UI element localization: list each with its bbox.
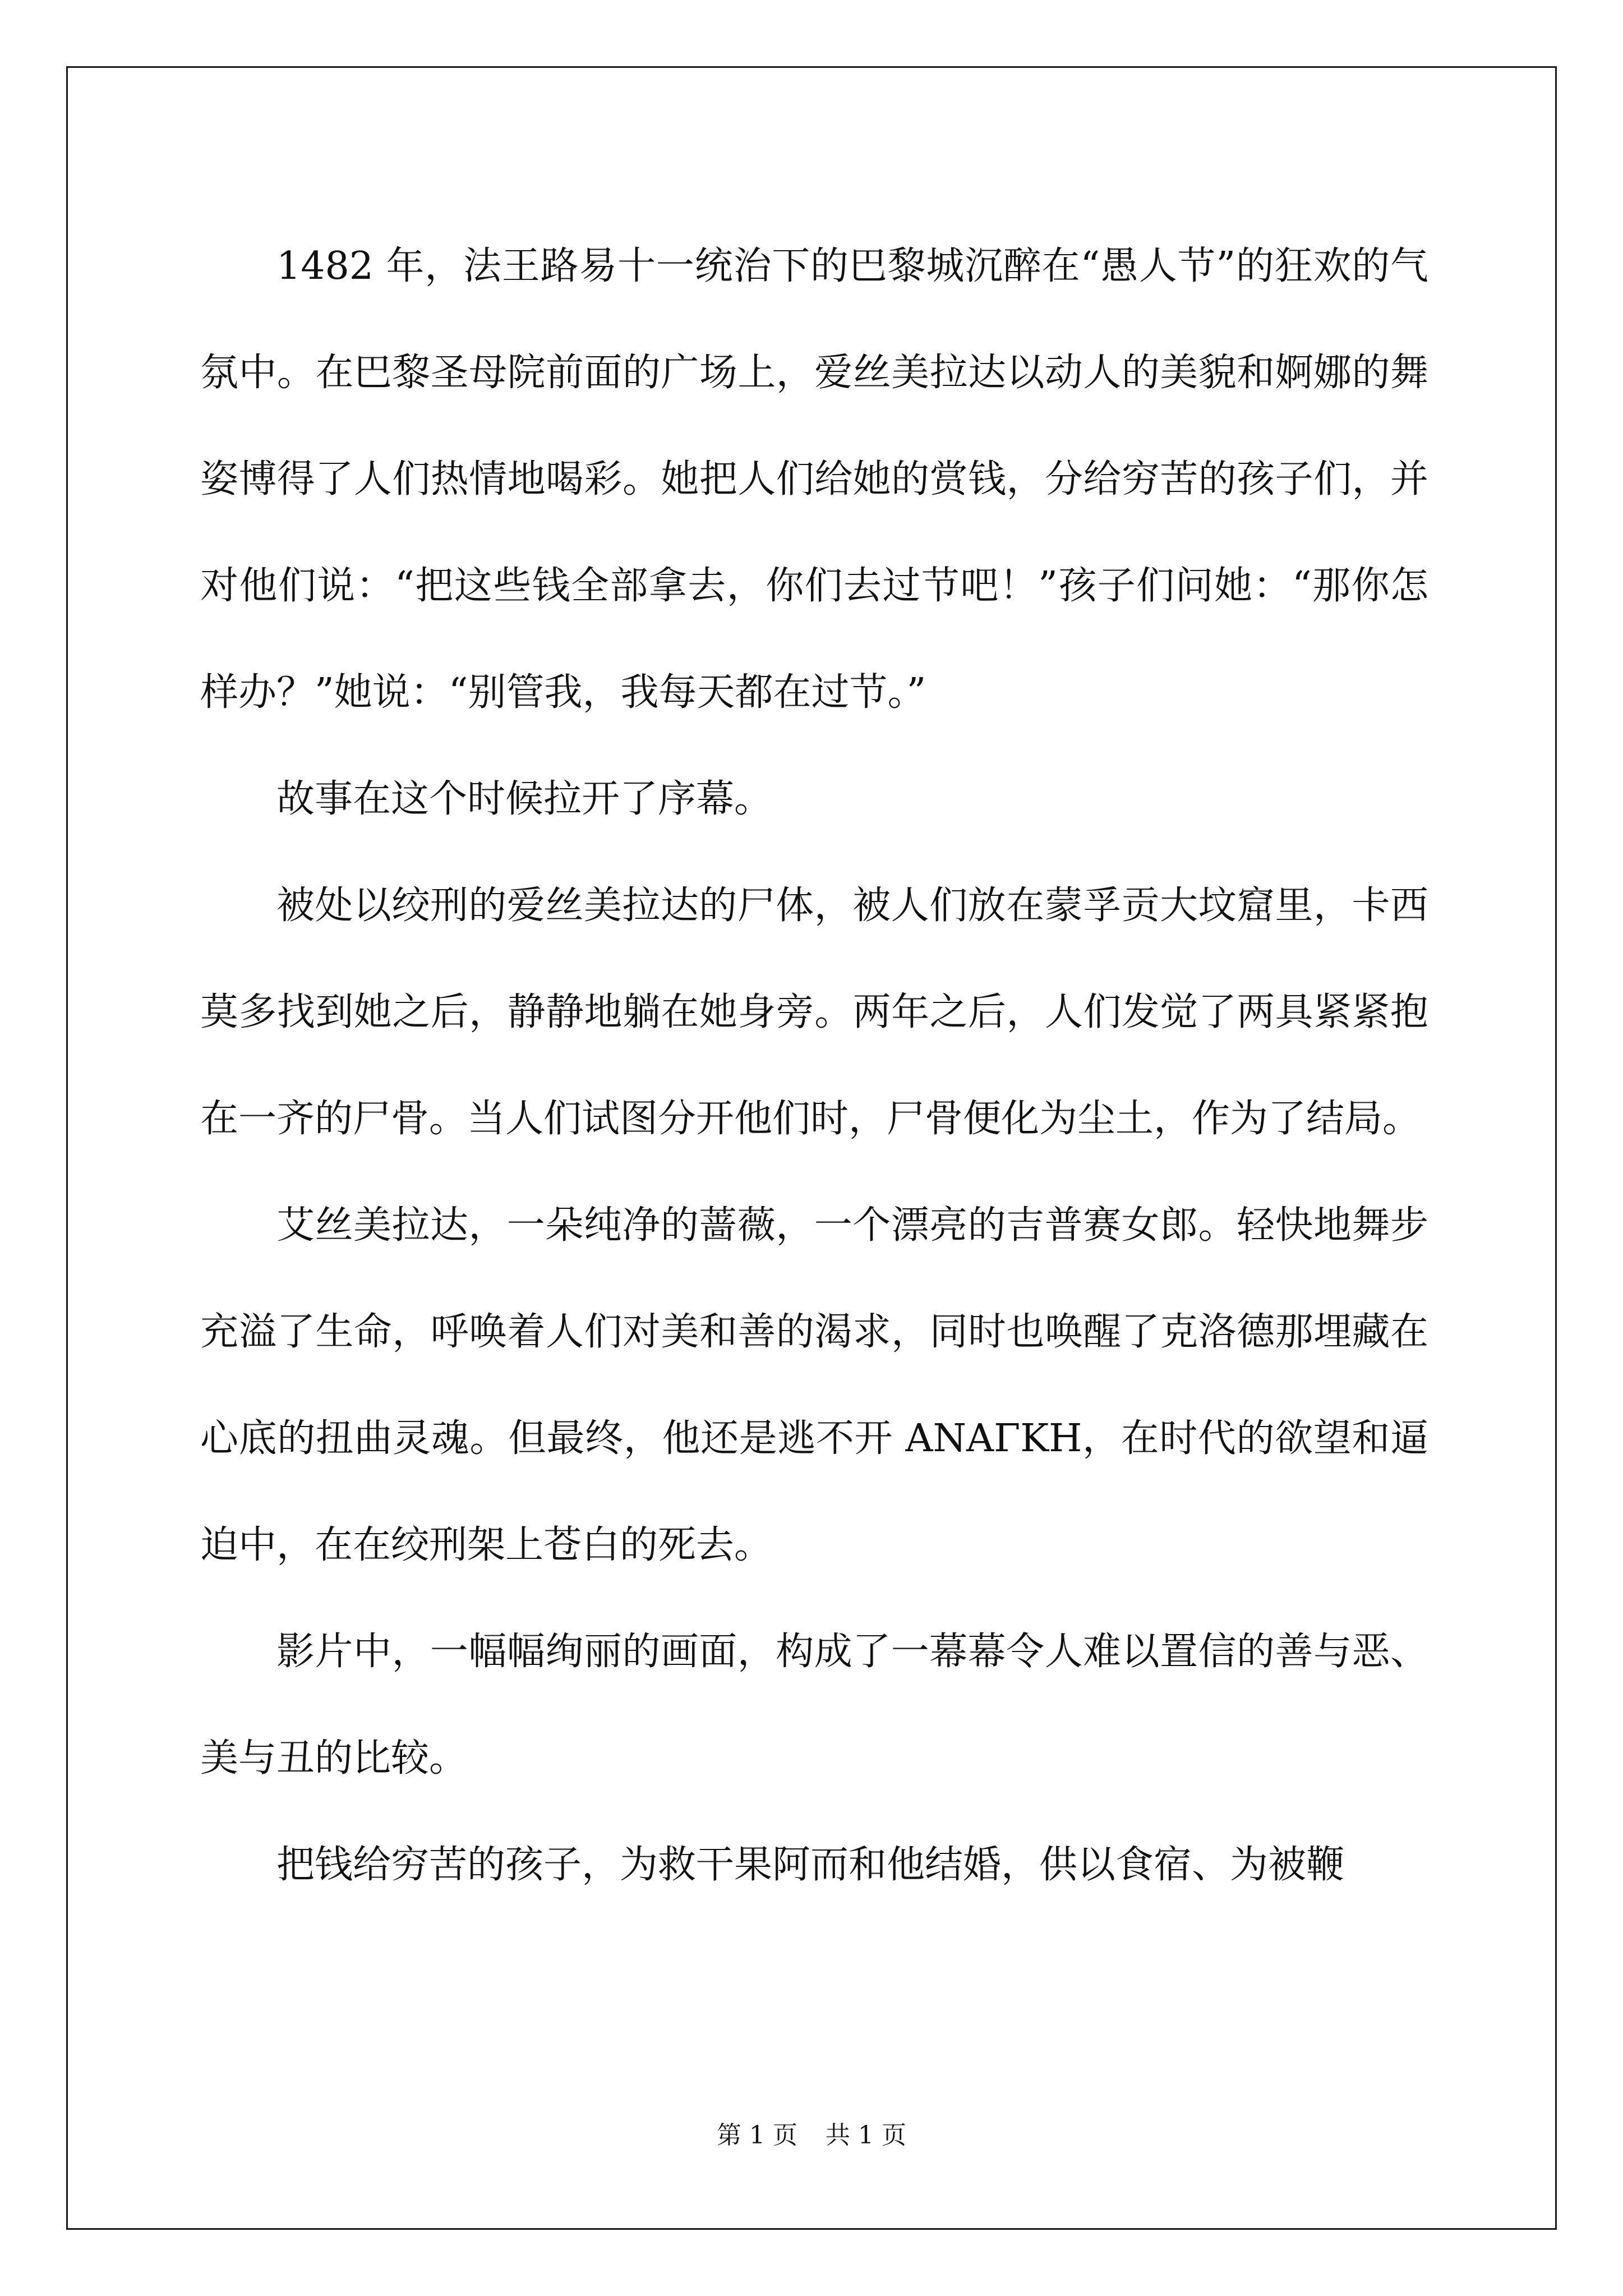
page-footer: [0, 2115, 1623, 2151]
paragraph-1: 1482 年，法王路易十一统治下的巴黎城沉醉在“愚人节”的狂欢的气氛中。在巴黎圣母院前面的广场上，爱丝美拉达以动人的美貌和婀娜的舞姿博得了人们热情地喝彩。她把人们给她的赏钱，分给穷苦的孩子们，并对他们说：“把这些钱全部拿去，你们去过节吧！”孩子们问她：“那你怎样办？”她说：“别管我，我每天都在过节。”: [200, 244, 1428, 715]
paragraph-3: 被处以绞刑的爱丝美拉达的尸体，被人们放在蒙孚贡大坟窟里，卡西莫多找到她之后，静静地躺在她身旁。两年之后，人们发觉了两具紧紧抱在一齐的尸骨。当人们试图分开他们时，尸骨便化为尘土，作为了结局。: [200, 884, 1428, 1141]
paragraph-2: 故事在这个时候拉开了序幕。: [276, 777, 773, 821]
page-number: 第 1 页: [717, 2121, 797, 2150]
paragraph-4: 艾丝美拉达，一朵纯净的蔷薇，一个漂亮的吉普赛女郎。轻快地舞步充溢了生命，呼唤着人们对美和善的渴求，同时也唤醒了克洛德那埋藏在心底的扭曲灵魂。但最终，他还是逃不开 ΑΝΑΓΚΗ，在时代的欲望和逼迫中，在在绞刑架上苍白的死去。: [200, 1203, 1428, 1567]
document-body: [200, 213, 1428, 1918]
paragraph-6: 把钱给穷苦的孩子，为救干果阿而和他结婚，供以食宿、为被鞭: [276, 1843, 1345, 1887]
paragraph-5: 影片中，一幅幅绚丽的画面，构成了一幕幕令人难以置信的善与恶、美与丑的比较。: [200, 1630, 1428, 1780]
page-total: 共 1 页: [826, 2121, 906, 2150]
